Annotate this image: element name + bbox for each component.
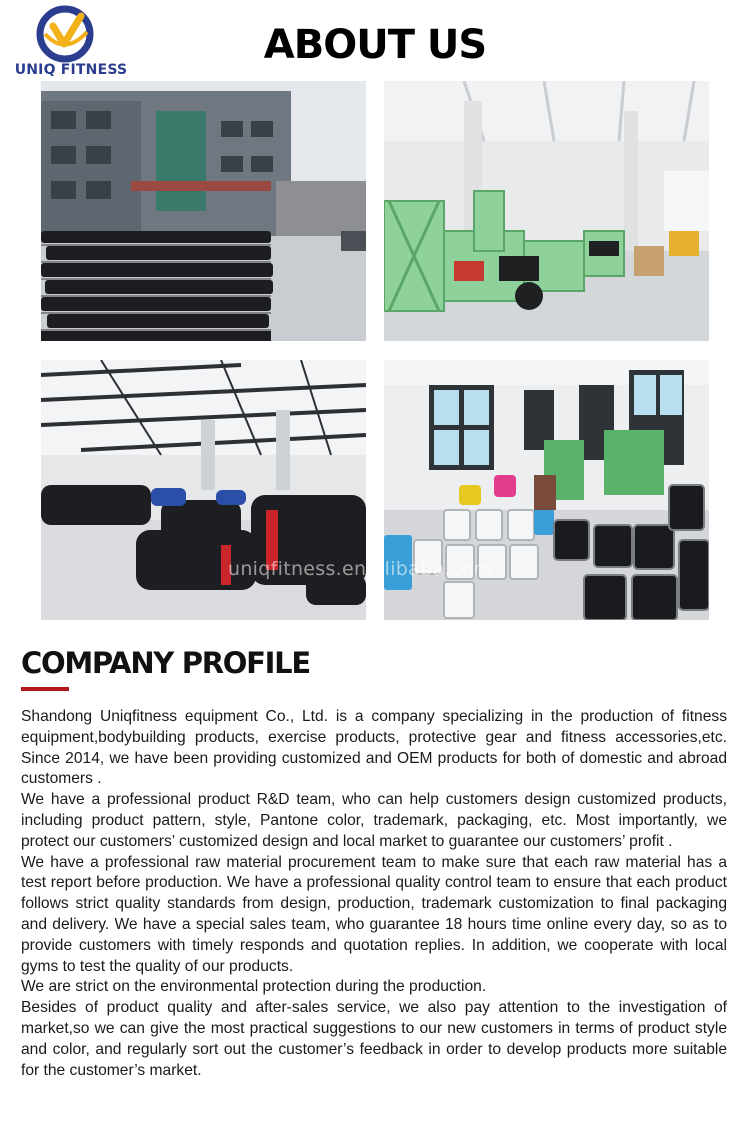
brand-name: UNIQ FITNESS xyxy=(14,62,128,78)
watermark-text: uniqfitness.en.alibaba.com xyxy=(228,558,493,580)
page-title: ABOUT US xyxy=(263,22,487,68)
profile-paragraph: We have a professional raw material procurement team to make sure that each raw material has a test report before production. We have a professional quality control team to ensure that each product follows strict quality standards from design, production, trademark customization to final packaging and delivery. We have a special sales team, who guarantee 18 hours time online every day, so as to provide customers with timely responds and quotation replies. In addition, we cooperate with local gyms to test the quality of our products. xyxy=(21,853,727,975)
company-profile-text xyxy=(21,707,727,1081)
profile-paragraph: Besides of product quality and after-sales service, we also pay attention to the investigation of market,so we can give the most practical suggestions to our new customers in terms of product style and color, and regularly sort out the customer’s feedback in order to develop products more suitable for the customer’s market. xyxy=(21,999,727,1079)
section-title: COMPANY PROFILE xyxy=(21,646,310,680)
section-underline xyxy=(21,687,69,691)
weaving-machines-photo xyxy=(384,81,709,341)
warehouse-rolls-photo xyxy=(41,360,366,620)
factory-exterior-photo xyxy=(41,81,366,341)
profile-paragraph: We are strict on the environmental protection during the production. xyxy=(21,978,487,996)
thread-spools-photo xyxy=(384,360,709,620)
profile-paragraph: Shandong Uniqfitness equipment Co., Ltd. is a company specializing in the production of fitness equipment,bodybuilding products, exercise products, protective gear and fitness accessories,etc. Since 2014, we have been providing customized and OEM products for both of domestic and abroad customers . xyxy=(21,708,727,788)
profile-paragraph: We have a professional product R&D team, who can help customers design customized products, including product pattern, style, Pantone color, trademark, packaging, etc. Most importantly, we protect our customers’ customized design and local market to guarantee our customers’ profit . xyxy=(21,791,727,850)
